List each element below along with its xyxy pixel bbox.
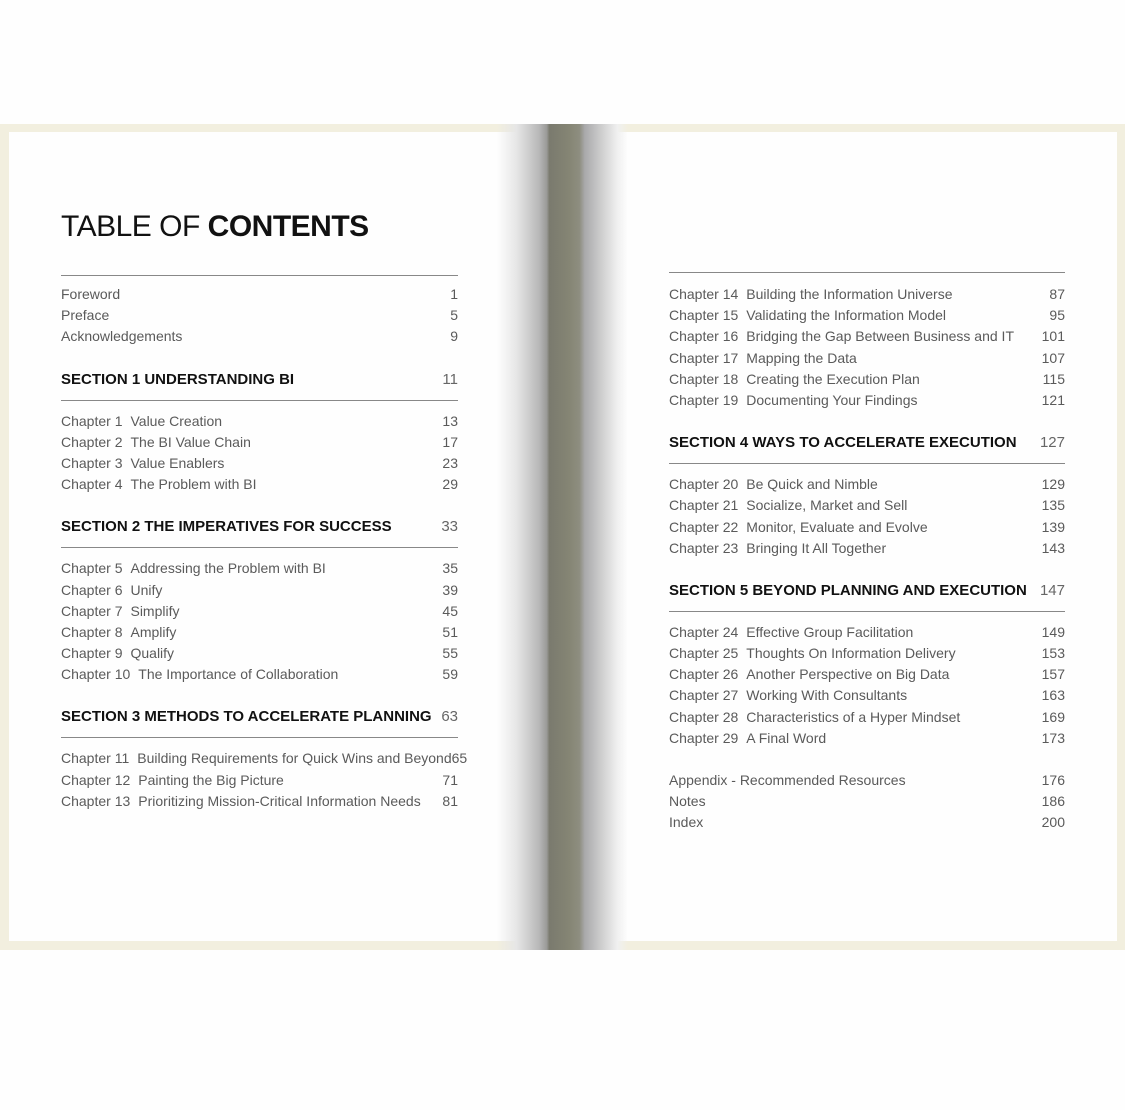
entry-page-number: 157 [1041,666,1065,683]
entry-page-number: 173 [1041,729,1065,746]
entry-title: Prioritizing Mission-Critical Information Needs [138,792,421,809]
toc-entry[interactable] [669,495,1065,516]
entry-page-number: 163 [1041,687,1065,704]
entry-title: Characteristics of a Hyper Mindset [746,708,961,725]
entry-label [61,580,162,601]
toc-entry[interactable] [61,748,468,769]
entry-label [669,664,949,685]
entry-label [669,622,913,643]
toc-entry[interactable] [669,369,1065,390]
entry-page-number: 129 [1041,476,1065,493]
entry-title: Appendix - Recommended Resources [669,772,906,788]
spacer [669,749,1065,770]
chapter-number: Chapter 20 [669,476,739,493]
toc-entry[interactable] [669,538,1065,559]
entry-page-number: 115 [1042,370,1065,387]
entry-label [669,791,706,812]
entry-label [61,284,120,305]
toc-entry[interactable] [61,453,458,474]
toc-entry[interactable] [669,791,1065,812]
chapter-number: Chapter 15 [669,307,739,324]
toc-entry[interactable] [669,812,1065,833]
chapter-number: Chapter 12 [61,771,131,788]
chapter-number: Chapter 27 [669,687,739,704]
toc-entry[interactable] [61,664,458,685]
toc-entry[interactable] [61,326,458,347]
entry-label [61,474,257,495]
entry-page-number: 139 [1041,518,1065,535]
entry-title: Painting the Big Picture [138,771,284,788]
entry-page-number: 135 [1041,497,1065,514]
entry-page-number: 23 [442,454,458,471]
entry-title: Mapping the Data [746,349,857,366]
entry-page-number: 51 [442,623,458,640]
entry-title: Value Enablers [130,454,225,471]
entry-title: A Final Word [746,729,827,746]
chapter-number: Chapter 1 [61,412,123,429]
chapter-number: Chapter 6 [61,581,123,598]
entry-title: Socialize, Market and Sell [746,497,908,514]
entry-label [669,770,906,791]
section-heading [669,432,1065,464]
entry-page-number: 101 [1041,328,1065,345]
title-light: TABLE OF [61,210,208,243]
toc-left-column [61,275,468,812]
entry-title: Validating the Information Model [746,307,947,324]
entry-title: The Problem with BI [130,476,257,493]
chapter-number: Chapter 7 [61,602,123,619]
entry-label [669,495,907,516]
toc-entry[interactable] [669,474,1065,495]
toc-right-column [669,272,1065,834]
toc-entry[interactable] [61,305,458,326]
entry-page-number: 95 [1049,307,1065,324]
entry-label [61,558,326,579]
toc-entry[interactable] [669,707,1065,728]
entry-title: Foreword [61,286,121,302]
chapter-number: Chapter 5 [61,560,123,577]
toc-entry[interactable] [669,305,1065,326]
section-heading [669,580,1065,612]
entry-page-number: 9 [450,328,458,345]
chapter-number: Chapter 21 [669,497,739,514]
entry-label [669,305,946,326]
entry-page-number: 153 [1041,645,1065,662]
entry-page-number: 149 [1041,623,1065,640]
entry-label [669,284,953,305]
toc-entry[interactable] [669,348,1065,369]
toc-entry[interactable] [669,643,1065,664]
chapter-number: Chapter 23 [669,539,739,556]
entry-title: Index [669,814,704,831]
entry-title: Value Creation [130,412,223,429]
section-page-number: 33 [441,518,458,536]
entry-title: Unify [130,581,163,598]
entry-page-number: 45 [442,602,458,619]
entry-label [61,453,224,474]
entry-label [669,728,826,749]
chapter-number: Chapter 26 [669,666,739,683]
entry-page-number: 1 [450,286,458,302]
book-spine-shadow [497,124,628,950]
chapter-number: Chapter 16 [669,328,739,345]
chapter-number: Chapter 14 [669,286,739,302]
entry-page-number: 59 [442,666,458,683]
chapter-number: Chapter 28 [669,708,739,725]
entry-title: The Importance of Collaboration [138,666,339,683]
entry-label [61,601,180,622]
entry-title: The BI Value Chain [130,433,251,450]
toc-entry[interactable] [669,728,1065,749]
entry-label [669,812,703,833]
entry-page-number: 169 [1041,708,1065,725]
entry-page-number: 107 [1041,349,1065,366]
entry-page-number: 200 [1041,814,1065,831]
entry-label [669,348,857,369]
entry-page-number: 5 [450,307,458,324]
entry-page-number: 65 [451,750,468,767]
entry-label [61,643,174,664]
toc-entry[interactable] [61,601,458,622]
toc-entry[interactable] [61,643,458,664]
chapter-number: Chapter 18 [669,370,739,387]
chapter-number: Chapter 10 [61,666,131,683]
chapter-number: Chapter 19 [669,391,739,408]
entry-page-number: 143 [1041,539,1065,556]
chapter-number: Chapter 25 [669,645,739,662]
entry-page-number: 71 [442,771,458,788]
toc-entry[interactable] [61,580,458,601]
entry-label [61,432,251,453]
entry-title: Acknowledgements [61,328,183,345]
chapter-number: Chapter 17 [669,349,739,366]
entry-label [669,390,918,411]
section-page-number: 147 [1039,581,1065,599]
entry-label [61,622,176,643]
entry-label [669,517,928,538]
entry-label [61,411,222,432]
toc-entry[interactable] [669,664,1065,685]
entry-title: Preface [61,307,110,324]
chapter-number: Chapter 3 [61,454,123,471]
entry-title: Amplify [130,623,177,640]
entry-page-number: 39 [442,581,458,598]
entry-title: Effective Group Facilitation [746,623,914,640]
entry-title: Simplify [130,602,180,619]
entry-title: Creating the Execution Plan [746,370,920,387]
toc-entry[interactable] [61,411,458,432]
entry-page-number: 87 [1049,286,1065,302]
entry-title: Qualify [130,645,175,662]
toc-entry[interactable] [669,390,1065,411]
entry-page-number: 17 [442,433,458,450]
entry-label [61,664,338,685]
entry-label [61,770,284,791]
entry-label [61,326,182,347]
entry-page-number: 55 [442,645,458,662]
page-title [61,210,369,244]
entry-label [61,748,452,769]
entry-title: Documenting Your Findings [746,391,918,408]
toc-entry[interactable] [61,791,458,812]
entry-title: Bridging the Gap Between Business and IT [746,328,1014,345]
section-page-number: 127 [1039,434,1065,452]
toc-entry[interactable] [669,284,1065,305]
entry-title: Building Requirements for Quick Wins and Beyond [137,750,452,767]
toc-entry[interactable] [669,622,1065,643]
toc-entry[interactable] [61,770,458,791]
section-title: SECTION 5 BEYOND PLANNING AND EXECUTION [669,581,1027,599]
entry-label [61,791,421,812]
entry-title: Bringing It All Together [746,539,887,556]
chapter-number: Chapter 8 [61,623,123,640]
chapter-number: Chapter 13 [61,792,131,809]
toc-entry[interactable] [669,685,1065,706]
section-heading [61,706,458,738]
chapter-number: Chapter 24 [669,623,739,640]
entry-page-number: 81 [442,792,458,809]
title-bold: CONTENTS [207,210,369,243]
chapter-number: Chapter 11 [61,750,130,767]
entry-label [669,326,1014,347]
entry-page-number: 186 [1041,793,1065,810]
toc-entry[interactable] [61,432,458,453]
section-page-number: 11 [442,370,458,388]
entry-title: Building the Information Universe [746,286,953,302]
entry-label [669,474,878,495]
chapter-number: Chapter 9 [61,645,123,662]
entry-title: Addressing the Problem with BI [130,560,326,577]
entry-label [669,685,907,706]
entry-label [669,643,956,664]
chapter-number: Chapter 2 [61,433,123,450]
section-title: SECTION 1 UNDERSTANDING BI [61,370,295,388]
entry-page-number: 13 [442,412,458,429]
section-page-number: 63 [441,708,458,726]
toc-entry[interactable] [61,622,458,643]
section-title: SECTION 2 THE IMPERATIVES FOR SUCCESS [61,518,392,536]
entry-label [61,305,109,326]
section-title: SECTION 3 METHODS TO ACCELERATE PLANNING [61,708,432,726]
entry-title: Monitor, Evaluate and Evolve [746,518,928,535]
entry-title: Thoughts On Information Delivery [746,645,956,662]
entry-page-number: 121 [1041,391,1065,408]
entry-page-number: 35 [442,560,458,577]
entry-page-number: 176 [1041,772,1065,788]
toc-entry[interactable] [61,558,458,579]
toc-entry[interactable] [669,770,1065,791]
toc-entry[interactable] [669,517,1065,538]
entry-title: Working With Consultants [746,687,908,704]
toc-entry[interactable] [669,326,1065,347]
section-heading [61,516,458,548]
entry-label [669,707,960,728]
entry-page-number: 29 [442,476,458,493]
entry-label [669,538,886,559]
chapter-number: Chapter 4 [61,476,123,493]
toc-entry[interactable] [61,284,458,305]
toc-entry[interactable] [61,474,458,495]
entry-title: Notes [669,793,706,810]
chapter-number: Chapter 29 [669,729,739,746]
entry-title: Another Perspective on Big Data [746,666,950,683]
chapter-number: Chapter 22 [669,518,739,535]
entry-title: Be Quick and Nimble [746,476,878,493]
entry-label [669,369,920,390]
section-title: SECTION 4 WAYS TO ACCELERATE EXECUTION [669,434,1017,452]
section-heading [61,369,458,401]
